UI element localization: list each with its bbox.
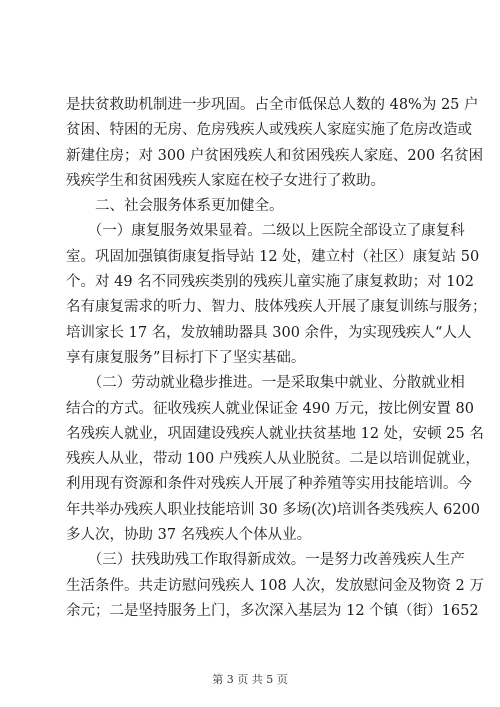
text-line: 利用现有资源和条件对残疾人开展了种养殖等实用技能培训。今 bbox=[66, 476, 472, 493]
text-line: 生活条件。共走访慰问残疾人 108 人次，发放慰问金及物资 2 万 bbox=[66, 577, 484, 594]
text-line: 年共举办残疾人职业技能培训 30 多场(次)培训各类残疾人 6200 bbox=[66, 501, 480, 518]
text-line: （二）劳动就业稳步推进。一是采取集中就业、分散就业相 bbox=[66, 375, 465, 392]
text-line: 享有康复服务”目标打下了坚实基础。 bbox=[66, 349, 306, 366]
paragraph-employment bbox=[66, 371, 484, 548]
text-line: 名残疾人就业，巩固建设残疾人就业扶贫基地 12 处，安顿 25 名 bbox=[66, 425, 484, 442]
section-heading-social-service bbox=[66, 194, 438, 219]
text-line: 多人次，协助 37 名残疾人个体从业。 bbox=[66, 527, 312, 544]
text-line: 室。巩固加强镇街康复指导站 12 处，建立村（社区）康复站 50 bbox=[66, 248, 480, 265]
text-line: 培训家长 17 名，发放辅助器具 300 余件，为实现残疾人“人人 bbox=[66, 324, 472, 341]
text-line: 残疾人从业，带动 100 户残疾人从业脱贫。二是以培训促就业， bbox=[66, 451, 480, 468]
text-line: 二、社会服务体系更加健全。 bbox=[66, 198, 284, 215]
text-line: 余元；二是坚持服务上门，多次深入基层为 12 个镇（街）1652 bbox=[66, 602, 479, 619]
text-line: 个。对 49 名不同残疾类别的残疾儿童实施了康复救助；对 102 bbox=[66, 274, 474, 291]
paragraph-rehabilitation bbox=[66, 219, 487, 371]
text-line: 贫困、特困的无房、危房残疾人或残疾人家庭实施了危房改造或 bbox=[66, 122, 472, 139]
text-line: 名有康复需求的听力、智力、肢体残疾人开展了康复训练与服务； bbox=[66, 299, 487, 316]
text-line: 是扶贫救助机制进一步巩固。占全市低保总人数的 48%为 25 户 bbox=[66, 97, 479, 113]
paragraph-assistance bbox=[66, 548, 484, 624]
text-line: （三）扶残助残工作取得新成效。一是努力改善残疾人生产 bbox=[66, 552, 465, 569]
document-body bbox=[66, 93, 487, 624]
text-line: 新建住房；对 300 户贫困残疾人和贫困残疾人家庭、200 名贫困 bbox=[66, 147, 484, 164]
text-line: 残疾学生和贫困残疾人家庭在校子女进行了救助。 bbox=[66, 172, 385, 189]
text-line: 结合的方式。征收残疾人就业保证金 490 万元，按比例安置 80 bbox=[66, 400, 474, 417]
page-footer: 第 3 页 共 5 页 bbox=[212, 673, 288, 686]
text-line: （一）康复服务效果显着。二级以上医院全部设立了康复科 bbox=[66, 223, 465, 240]
paragraph-poverty-relief bbox=[66, 93, 484, 194]
